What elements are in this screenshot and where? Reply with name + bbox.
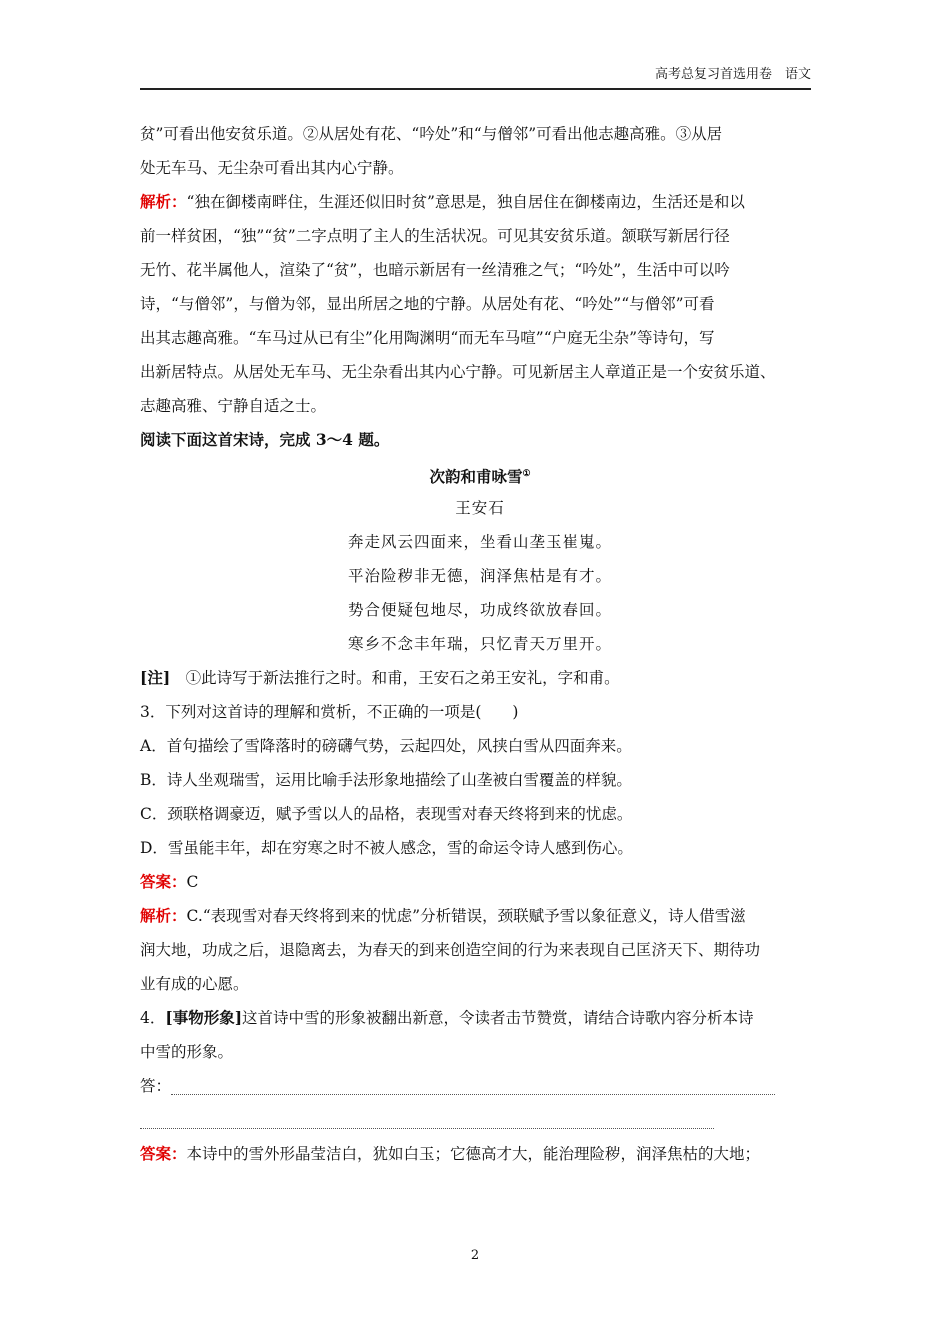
poem-verse: 平治险秽非无德，润泽焦枯是有才。 xyxy=(347,567,612,585)
text-line: 出其志趣高雅。“车马过从已有尘”化用陶渊明“而无车马喧”“户庭无尘杂”等诗句，写 xyxy=(140,329,715,347)
text-line: 无竹、花半属他人，渲染了“贫”，也暗示新居有一丝清雅之气；“吟处”，生活中可以吟 xyxy=(140,261,730,279)
analysis-text: C.“表现雪对春天终将到来的忧虑”分析错误，颈联赋予雪以象征意义，诗人借雪滋 xyxy=(186,907,746,925)
text-line: 诗，“与僧邻”，与僧为邻，显出所居之地的宁静。从居处有花、“吟处”“与僧邻”可看 xyxy=(140,295,715,313)
poem-title xyxy=(140,457,820,491)
question-tag: [事物形象] xyxy=(165,1008,243,1027)
text-line: 出新居特点。从居处无车马、无尘杂看出其内心宁静。可见新居主人章道正是一个安贫乐道、 xyxy=(140,363,776,381)
poem-verse: 势合便疑包地尽，功成终欲放春回。 xyxy=(347,601,612,619)
text-line: 前一样贫困，“独”“贫”二字点明了主人的生活状况。可见其安贫乐道。颔联写新居行径 xyxy=(140,227,730,245)
question-text: 这首诗中雪的形象被翻出新意，令读者击节赞赏，请结合诗歌内容分析本诗 xyxy=(242,1009,754,1027)
analysis-line xyxy=(140,899,820,933)
answer-label: 答案： xyxy=(140,872,187,891)
answer-field-line xyxy=(140,1103,820,1137)
page-header: 高考总复习首选用卷 语文 xyxy=(140,66,811,90)
option-b: B．诗人坐观瑞雪，运用比喻手法形象地描绘了山垄被白雪覆盖的样貌。 xyxy=(140,771,632,789)
poem-note xyxy=(140,661,820,695)
answer-value: C xyxy=(186,873,199,891)
question-number: 4． xyxy=(140,1009,166,1027)
answer-label: 答案： xyxy=(140,1144,187,1163)
answer-text: 本诗中的雪外形晶莹洁白，犹如白玉；它德高才大，能治理险秽，润泽焦枯的大地； xyxy=(186,1145,761,1163)
poem-title-note: ① xyxy=(522,469,531,479)
page-content xyxy=(140,117,820,1171)
analysis-line xyxy=(140,185,820,219)
poem-verse: 寒乡不念丰年瑞，只忆青天万里开。 xyxy=(347,635,612,653)
analysis-text: “独在御楼南畔住，生涯还似旧时贫”意思是，独自居住在御楼南边，生活还是和以 xyxy=(186,193,745,211)
poem-verse: 奔走风云四面来，坐看山垄玉崔嵬。 xyxy=(347,533,612,551)
answer-field-line xyxy=(140,1069,820,1103)
answer-dotted-line xyxy=(171,1080,775,1095)
poem-title-text: 次韵和甫咏雪 xyxy=(429,467,523,486)
text-line: 中雪的形象。 xyxy=(140,1043,234,1061)
question-3-stem: 3．下列对这首诗的理解和赏析，不正确的一项是( ) xyxy=(140,703,519,721)
analysis-label: 解析： xyxy=(140,192,187,211)
option-a: A．首句描绘了雪降落时的磅礴气势，云起四处，风挟白雪从四面奔来。 xyxy=(140,737,632,755)
question-4-stem xyxy=(140,1001,820,1035)
text-line: 处无车马、无尘杂可看出其内心宁静。 xyxy=(140,159,404,177)
reading-intro: 阅读下面这首宋诗，完成 3～4 题。 xyxy=(140,430,390,449)
answer-prompt: 答： xyxy=(140,1077,172,1095)
text-line: 志趣高雅、宁静自适之士。 xyxy=(140,397,327,415)
text-line: 润大地，功成之后，退隐离去，为春天的到来创造空间的行为来表现自己匡济天下、期待功 xyxy=(140,941,761,959)
answer-dotted-line xyxy=(140,1114,714,1129)
answer-line xyxy=(140,865,820,899)
option-c: C．颈联格调豪迈，赋予雪以人的品格，表现雪对春天终将到来的忧虑。 xyxy=(140,805,633,823)
text-line: 贫”可看出他安贫乐道。②从居处有花、“吟处”和“与僧邻”可看出他志趣高雅。③从居 xyxy=(140,125,723,143)
analysis-label: 解析： xyxy=(140,906,187,925)
page-number: 2 xyxy=(470,1248,480,1263)
option-d: D．雪虽能丰年，却在穷寒之时不被人感念，雪的命运令诗人感到伤心。 xyxy=(140,839,633,857)
poem-author: 王安石 xyxy=(455,499,505,517)
note-label: [注] xyxy=(140,668,171,687)
text-line: 业有成的心愿。 xyxy=(140,975,249,993)
answer-line xyxy=(140,1137,820,1171)
note-text: ①此诗写于新法推行之时。和甫，王安石之弟王安礼，字和甫。 xyxy=(170,669,620,687)
